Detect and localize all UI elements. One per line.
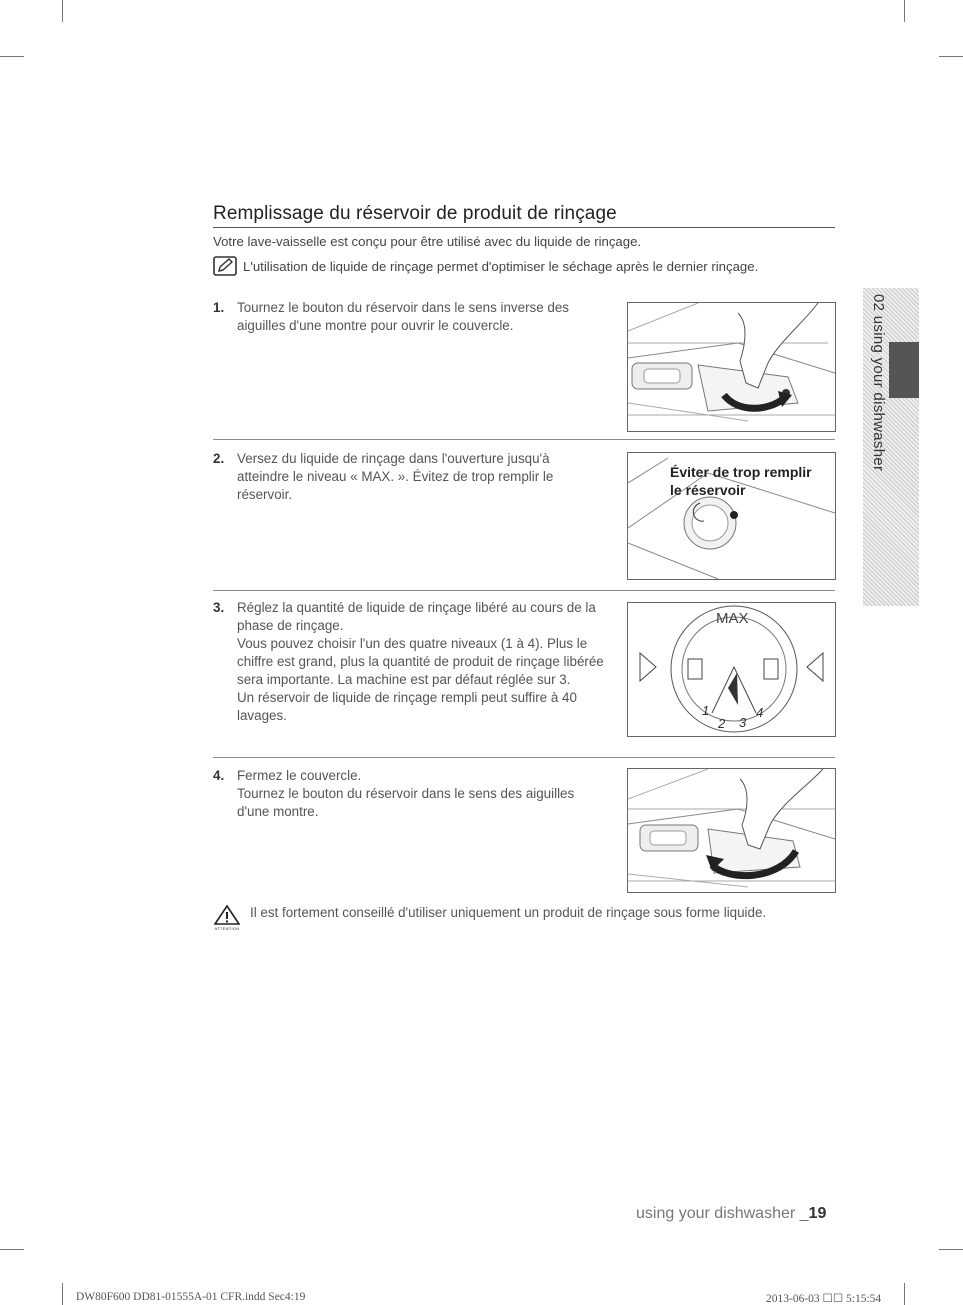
figure-caption-line2: le réservoir: [670, 482, 746, 498]
step-number: 4.: [213, 768, 225, 783]
step-divider: [213, 757, 835, 758]
step-4: [213, 767, 608, 821]
crop-mark: [939, 56, 963, 57]
dial-level-label: 2: [718, 716, 726, 731]
step-number: 3.: [213, 600, 225, 615]
step-3: [213, 599, 608, 725]
warning-triangle-icon: [214, 905, 240, 925]
step-paragraph: Versez du liquide de rinçage dans l'ouverture jusqu'à atteindre le niveau « MAX. ». Évitez de trop remplir le réservoir.: [237, 451, 554, 502]
figure-close-cap: [627, 768, 836, 893]
step-divider: [213, 590, 835, 591]
dial-level-label: 3: [739, 715, 747, 730]
figure-caption-line1: Éviter de trop remplir: [670, 464, 812, 480]
note-text: L'utilisation de liquide de rinçage permet d'optimiser le séchage après le dernier rinçage.: [243, 258, 759, 274]
dial-level-label: 4: [756, 705, 764, 720]
step-paragraph: Vous pouvez choisir l'un des quatre niveaux (1 à 4). Plus le chiffre est grand, plus la quantité de produit de rinçage libérée sera importante. La machine est par défaut réglée sur 3.: [237, 636, 604, 687]
dial-max-label: MAX: [716, 610, 749, 627]
caution-text: Il est fortement conseillé d'utiliser uniquement un produit de rinçage sous forme liquide.: [250, 905, 767, 920]
print-info-left: DW80F600 DD81-01555A-01 CFR.indd Sec4:19: [76, 1291, 306, 1303]
step-paragraph: Réglez la quantité de liquide de rinçage libéré au cours de la phase de rinçage.: [237, 600, 596, 633]
note-line: [213, 256, 758, 276]
note-pencil-icon: [213, 256, 237, 276]
caution-note: [212, 905, 766, 931]
step-number: 1.: [213, 300, 225, 315]
figure-fill-reservoir: [627, 452, 836, 580]
step-paragraph: Fermez le couvercle.: [237, 768, 362, 783]
step-paragraph: Un réservoir de liquide de rinçage rempli peut suffire à 40 lavages.: [237, 690, 577, 723]
figure-open-cap: [627, 302, 836, 432]
caution-icon-label: ATTENTION: [214, 926, 240, 931]
page-number: 19: [808, 1205, 827, 1222]
step-1: [213, 299, 608, 335]
side-tab-label: 02 using your dishwasher: [870, 294, 887, 472]
crop-mark: [904, 1283, 905, 1305]
step-number: 2.: [213, 451, 225, 466]
step-divider: [213, 439, 835, 440]
step-2: [213, 450, 583, 504]
crop-mark: [0, 56, 24, 57]
dial-level-label: 1: [702, 703, 710, 718]
crop-mark: [0, 1249, 24, 1250]
crop-mark: [62, 1283, 63, 1305]
crop-mark: [904, 0, 905, 22]
crop-mark: [939, 1249, 963, 1250]
chapter-side-tab: [863, 288, 919, 606]
footer-section: using your dishwasher _: [636, 1205, 809, 1222]
page-title: Remplissage du réservoir de produit de rinçage: [213, 203, 835, 228]
figure-dial: [627, 602, 836, 737]
step-paragraph: Tournez le bouton du réservoir dans le sens inverse des aiguilles d'une montre pour ouvrir le couvercle.: [237, 300, 569, 333]
print-info-right: 2013-06-03 ☐☐ 5:15:54: [766, 1293, 882, 1305]
page-footer: [636, 1205, 826, 1223]
step-paragraph: Tournez le bouton du réservoir dans le sens des aiguilles d'une montre.: [237, 786, 575, 819]
crop-mark: [62, 0, 63, 22]
intro-text: Votre lave-vaisselle est conçu pour être utilisé avec du liquide de rinçage.: [213, 234, 642, 249]
side-tab-marker: [889, 342, 919, 398]
